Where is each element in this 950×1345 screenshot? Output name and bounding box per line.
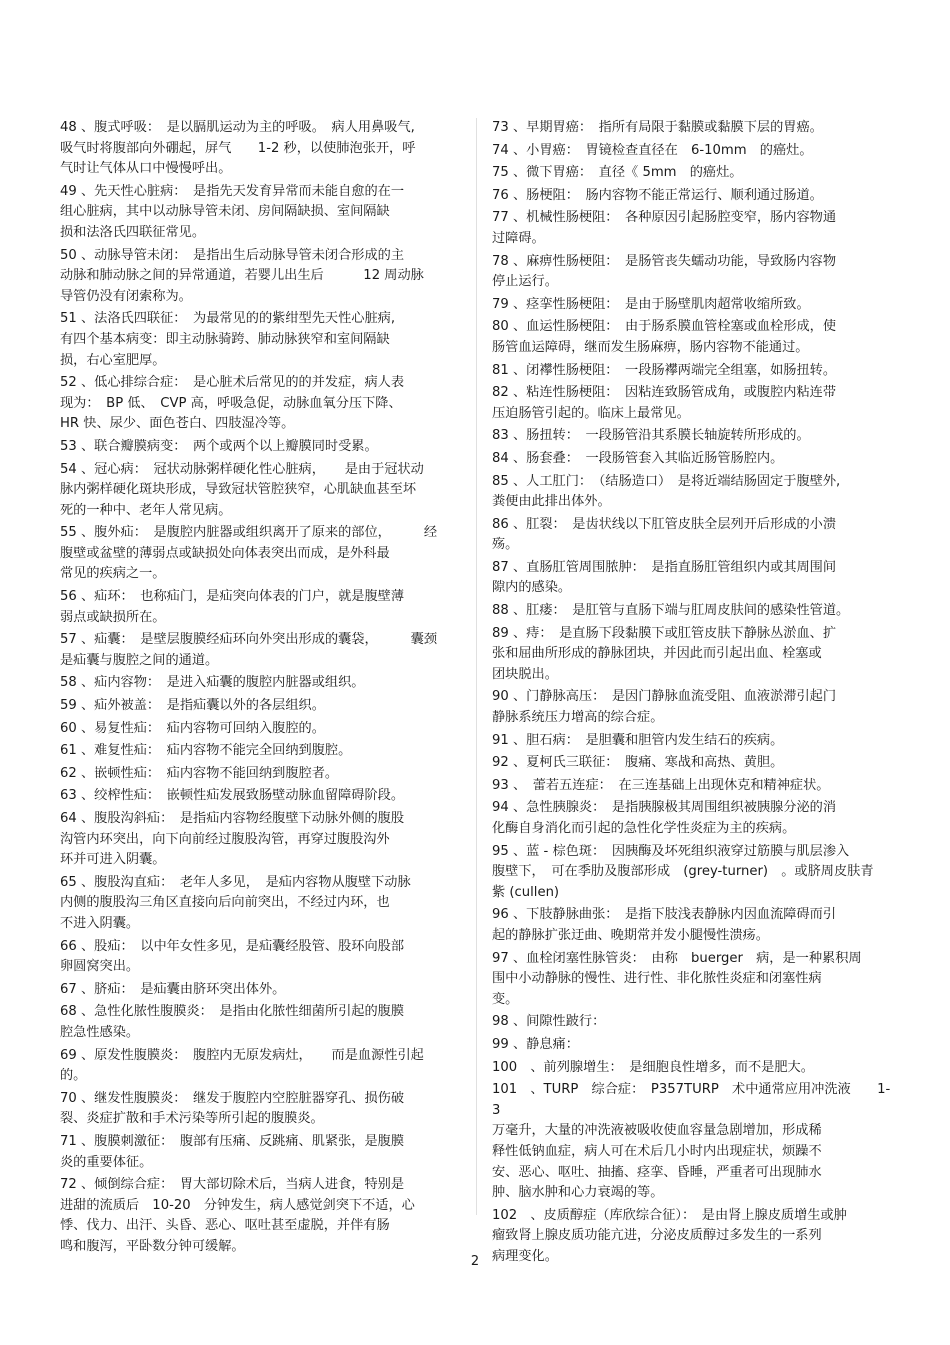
- left-column: [60, 118, 458, 1259]
- term-entry: 67 、脐疝： 是疝囊由脐环突出体外。: [60, 981, 286, 997]
- column-divider: [476, 118, 477, 1215]
- term-entry: 88 、肛瘘： 是肛管与直肠下端与肛周皮肤间的感染性管道。: [492, 603, 850, 619]
- term-entry: 59 、疝外被盖： 是指疝囊以外的各层组织。: [60, 698, 325, 714]
- term-entry: 71 、腹膜刺激征： 腹部有压痛、反跳痛、肌紧张，是腹膜 炎的重要体征。: [60, 1133, 405, 1170]
- term-entry: 61 、难复性疝： 疝内容物不能完全回纳到腹腔。: [60, 743, 352, 759]
- term-entry: 65 、腹股沟直疝： 老年人多见， 是疝内容物从腹壁下动脉 内侧的腹股沟三角区直接向后向前突出，不经过内环，也 不进入阴囊。: [60, 874, 411, 931]
- term-entry: 68 、急性化脓性腹膜炎： 是指由化脓性细菌所引起的腹膜 腔急性感染。: [60, 1004, 405, 1040]
- term-entry: 92 、夏柯氏三联征： 腹痛、寒战和高热、黄胆。: [492, 755, 784, 771]
- term-entry: 62 、嵌顿性疝： 疝内容物不能回纳到腹腔者。: [60, 765, 339, 781]
- term-entry: 50 、动脉导管未闭： 是指出生后动脉导管未闭合形成的主 动脉和肺动脉之间的异常通道，若婴儿出生后 12 周动脉 导管仍没有闭索称为。: [60, 247, 424, 304]
- term-entry: 99 、静息痛：: [492, 1036, 579, 1052]
- term-entry: 63 、绞榨性疝： 嵌顿性疝发展致肠壁动脉血留障碍阶段。: [60, 788, 405, 804]
- term-entry: 73 、早期胃癌： 指所有局限于黏膜或黏膜下层的胃癌。: [492, 120, 823, 135]
- term-entry: 55 、腹外疝： 是腹腔内脏器或组织离开了原来的部位， 经 腹壁或盆壁的薄弱点或缺损处向体表突出而成，是外科最 常见的疾病之一。: [60, 525, 438, 582]
- term-entry: 51 、法洛氏四联征： 为最常见的的紫绀型先天性心脏病, 有四个基本病变：即主动脉骑跨、肺动脉狭窄和室间隔缺 损，右心室肥厚。: [60, 311, 396, 368]
- term-entry: 93 、 蕾若五连症： 在三连基础上出现休克和精神症状。: [492, 777, 830, 793]
- term-entry: 76 、肠梗阻： 肠内容物不能正常运行、顺利通过肠道。: [492, 187, 823, 203]
- term-entry: 60 、易复性疝： 疝内容物可回纳入腹腔的。: [60, 720, 325, 736]
- term-entry: 81 、闭襻性肠梗阻： 一段肠襻两端完全组塞，如肠扭转。: [492, 362, 837, 378]
- term-entry: 85 、人工肛门： （结肠造口） 是将近端结肠固定于腹壁外, 粪便由此排出体外。: [492, 473, 841, 510]
- term-entry: 94 、急性胰腺炎： 是指胰腺极其周围组织被胰腺分泌的消 化酶自身消化而引起的急性化学性炎症为主的疾病。: [492, 800, 837, 836]
- term-entry: 89 、痔： 是直肠下段黏膜下或肛管皮肤下静脉丛淤血、扩 张和屈曲所形成的静脉团块，并因此而引起出血、栓塞或 团块脱出。: [492, 625, 837, 682]
- term-entry: 58 、疝内容物： 是进入疝囊的腹腔内脏器或组织。: [60, 675, 365, 691]
- term-entry: 100 、前列腺增生： 是细胞良性增多，而不是肥大。: [492, 1059, 814, 1075]
- term-entry: 84 、肠套叠： 一段肠管套入其临近肠管肠腔内。: [492, 450, 784, 466]
- term-entry: 83 、肠扭转： 一段肠管沿其系膜长轴旋转所形成的。: [492, 428, 810, 444]
- term-entry: 79 、痉挛性肠梗阻： 是由于肠壁肌肉超常收缩所致。: [492, 296, 810, 312]
- term-entry: 49 、先天性心脏病： 是指先天发育异常而未能自愈的在一 组心脏病，其中以动脉导管未闭、房间隔缺损、室间隔缺 损和法洛氏四联征常见。: [60, 183, 405, 240]
- term-entry: 80 、血运性肠梗阻： 由于肠系膜血管栓塞或血栓形成，使 肠管血运障碍，继而发生肠麻痹，肠内容物不能通过。: [492, 319, 837, 355]
- term-entry: 64 、腹股沟斜疝： 是指疝内容物经腹壁下动脉外侧的腹股 沟管内环突出，向下向前经过腹股沟管，再穿过腹股沟外 环并可进入阴囊。: [60, 811, 405, 868]
- term-entry: 74 、小胃癌： 胃镜检查直径在 6-10mm 的癌灶。: [492, 142, 813, 158]
- term-entry: 98 、间隙性跛行：: [492, 1014, 606, 1030]
- term-entry: 54 、冠心病： 冠状动脉粥样硬化性心脏病， 是由于冠状动 脉内粥样硬化斑块形成，导致冠状管腔狭窄，心肌缺血甚至坏 死的一种中、老年人常见病。: [60, 461, 424, 518]
- page-number: 2: [470, 1254, 480, 1269]
- term-entry: 69 、原发性腹膜炎： 腹腔内无原发病灶， 而是血源性引起 的。: [60, 1047, 424, 1084]
- right-column: [492, 118, 894, 1269]
- term-entry: 95 、蓝 - 棕色斑： 因胰酶及坏死组织液穿过筋膜与肌层渗入 腹壁下， 可在季肋及腹部形成 (grey-turner) 。或脐周皮肤青 紫 (cullen): [492, 843, 874, 900]
- term-entry: 78 、麻痹性肠梗阻： 是肠管丧失蠕动功能，导致肠内容物 停止运行。: [492, 253, 837, 290]
- term-entry: 57 、疝囊： 是壁层腹膜经疝环向外突出形成的囊袋， 囊颈 是疝囊与腹腔之间的通道。: [60, 632, 438, 668]
- term-entry: 91 、胆石病： 是胆囊和胆管内发生结石的疾病。: [492, 732, 784, 748]
- term-entry: 72 、倾倒综合症： 胃大部切除术后，当病人进食，特别是 进甜的流质后 10-20 分钟发生，病人感觉剑突下不适，心 悸、伐力、出汗、头昏、恶心、呕吐甚至虚脱，并伴有肠 鸣和腹泻，平卧数分钟可缓解。: [60, 1177, 415, 1254]
- term-entry: 70 、继发性腹膜炎： 继发于腹腔内空腔脏器穿孔、损伤破 裂、炎症扩散和手术污染等所引起的腹膜炎。: [60, 1090, 405, 1127]
- term-entry: 53 、联合瓣膜病变： 两个或两个以上瓣膜同时受累。: [60, 438, 378, 454]
- term-entry: 86 、肛裂： 是齿状线以下肛管皮肤全层列开后形成的小溃 殇。: [492, 516, 837, 553]
- term-entry: 87 、直肠肛管周围脓肿： 是指直肠肛管组织内或其周围间 隙内的感染。: [492, 559, 837, 596]
- term-entry: 66 、股疝： 以中年女性多见，是疝囊经股管、股环向股部 卵圆窝突出。: [60, 938, 405, 975]
- term-entry: 56 、疝环： 也称疝门，是疝突向体表的门户，就是腹壁薄 弱点或缺损所在。: [60, 589, 405, 625]
- term-entry: 77 、机械性肠梗阻： 各种原因引起肠腔变窄，肠内容物通 过障碍。: [492, 210, 837, 246]
- term-entry: 75 、微下胃癌： 直径《 5mm 的癌灶。: [492, 165, 743, 181]
- term-entry: 82 、粘连性肠梗阻： 因粘连致肠管成角，或腹腔内粘连带 压迫肠管引起的。临床上最常见。: [492, 385, 837, 421]
- term-entry: 90 、门静脉高压： 是因门静脉血流受阻、血液淤滞引起门 静脉系统压力增高的综合症。: [492, 689, 837, 726]
- term-entry: 101 、TURP 综合症： P357TURP 术中通常应用冲洗液 1-3 万毫升，大量的冲洗液被吸收使血容量急剧增加，形成稀 释性低钠血症，病人可在术后几小时内出现症状，烦躁不 安、恶心、呕吐、抽搐、痉挛、昏睡，严重者可出现肺水 肿、脑水肿和心力衰竭的等。: [492, 1082, 891, 1201]
- term-entry: 96 、下肢静脉曲张： 是指下肢浅表静脉内因血流障碍而引 起的静脉扩张迂曲、晚期常并发小腿慢性溃疡。: [492, 907, 837, 943]
- term-entry: 52 、低心排综合症： 是心脏术后常见的的并发症，病人表 现为： BP 低、 CVP 高，呼吸急促，动脉血氧分压下降、 HR 快、尿少、面色苍白、四肢湿冷等。: [60, 375, 405, 432]
- term-entry: 48 、腹式呼吸： 是以膈肌运动为主的呼吸。 病人用鼻吸气, 吸气时将腹部向外硼起，屏气 1-2 秒，以使肺泡张开，呼 气时让气体从口中慢慢呼出。: [60, 120, 416, 177]
- term-entry: 102 、皮质醇症（库欣综合征）： 是由肾上腺皮质增生或肿 瘤致肾上腺皮质功能亢进，分泌皮质醇过多发生的一系列 病理变化。: [492, 1207, 847, 1264]
- term-entry: 97 、血栓闭塞性脉管炎： 由称 buerger 病，是一种累积周 围中小动静脉的慢性、进行性、非化脓性炎症和闭塞性病 变。: [492, 950, 862, 1007]
